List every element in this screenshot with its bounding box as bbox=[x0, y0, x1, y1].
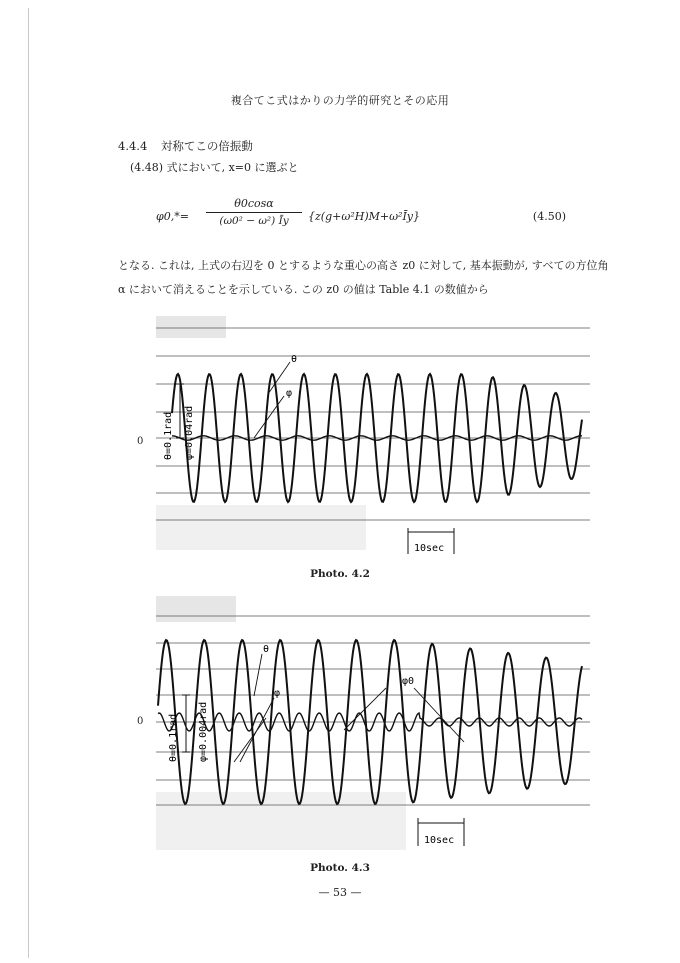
fig1-zero-label: 0 bbox=[137, 436, 144, 447]
fig2-theta-label: θ bbox=[263, 644, 270, 655]
fig1-photo-noise bbox=[156, 316, 226, 338]
fig1-theta-label: θ bbox=[291, 354, 298, 365]
fig2-zero-label: 0 bbox=[137, 716, 144, 727]
section-number: 4.4.4 bbox=[118, 139, 148, 153]
page-margin-line bbox=[28, 8, 29, 958]
body-paragraph: となる. これは, 上式の右辺を 0 とするような重心の高さ z0 に対して, 基本振動が, すべての方位角 α において消えることを示している. この z0 の値は Table 4.1 の数値から bbox=[118, 259, 609, 296]
fig2-phi-scale: φ=0.004rad bbox=[198, 701, 209, 762]
page-number: — 53 — bbox=[318, 886, 362, 899]
fig2-caption: Photo. 4.3 bbox=[310, 862, 370, 874]
fig2-photo-noise-bottom bbox=[156, 792, 406, 850]
fig1-phi-label: φ bbox=[286, 388, 293, 399]
fig2-time-scale: 10sec bbox=[424, 835, 455, 846]
section-heading bbox=[118, 138, 253, 154]
figure-photo-4-2 bbox=[150, 310, 590, 565]
figure-photo-4-3 bbox=[150, 592, 590, 857]
fig1-phi-scale: φ=0.04rad bbox=[184, 405, 195, 460]
intro-line: (4.48) 式において, x=0 に選ぶと bbox=[130, 161, 299, 174]
equation-number: (4.50) bbox=[532, 210, 566, 223]
equation-denominator: (ω0² − ω²) Īy bbox=[219, 215, 289, 227]
equation-fraction bbox=[206, 197, 302, 227]
running-head: 複合てこ式はかりの力学的研究とその応用 bbox=[230, 94, 450, 107]
fig2-photo-noise bbox=[156, 596, 236, 622]
fig1-time-scale: 10sec bbox=[414, 543, 445, 554]
fig1-caption: Photo. 4.2 bbox=[310, 568, 370, 580]
equation-4-50 bbox=[156, 197, 566, 237]
fig2-phi0-label: φ0 bbox=[402, 676, 415, 687]
oscillogram-2 bbox=[150, 592, 590, 857]
fig1-photo-noise-bottom bbox=[156, 505, 366, 550]
fig1-theta-scale: θ=0.1rad bbox=[163, 411, 174, 460]
section-title: 対称てこの倍振動 bbox=[160, 139, 253, 153]
equation-lhs: φ0,*= bbox=[156, 210, 189, 223]
fig2-theta-scale: θ=0.1rad bbox=[168, 713, 179, 762]
equation-numerator: θ0cosα bbox=[234, 197, 274, 210]
oscillogram-1 bbox=[150, 310, 590, 565]
fig2-phi-label: φ bbox=[274, 688, 281, 699]
equation-rhs: {z(g+ω²H)M+ω²Īy} bbox=[308, 210, 421, 223]
